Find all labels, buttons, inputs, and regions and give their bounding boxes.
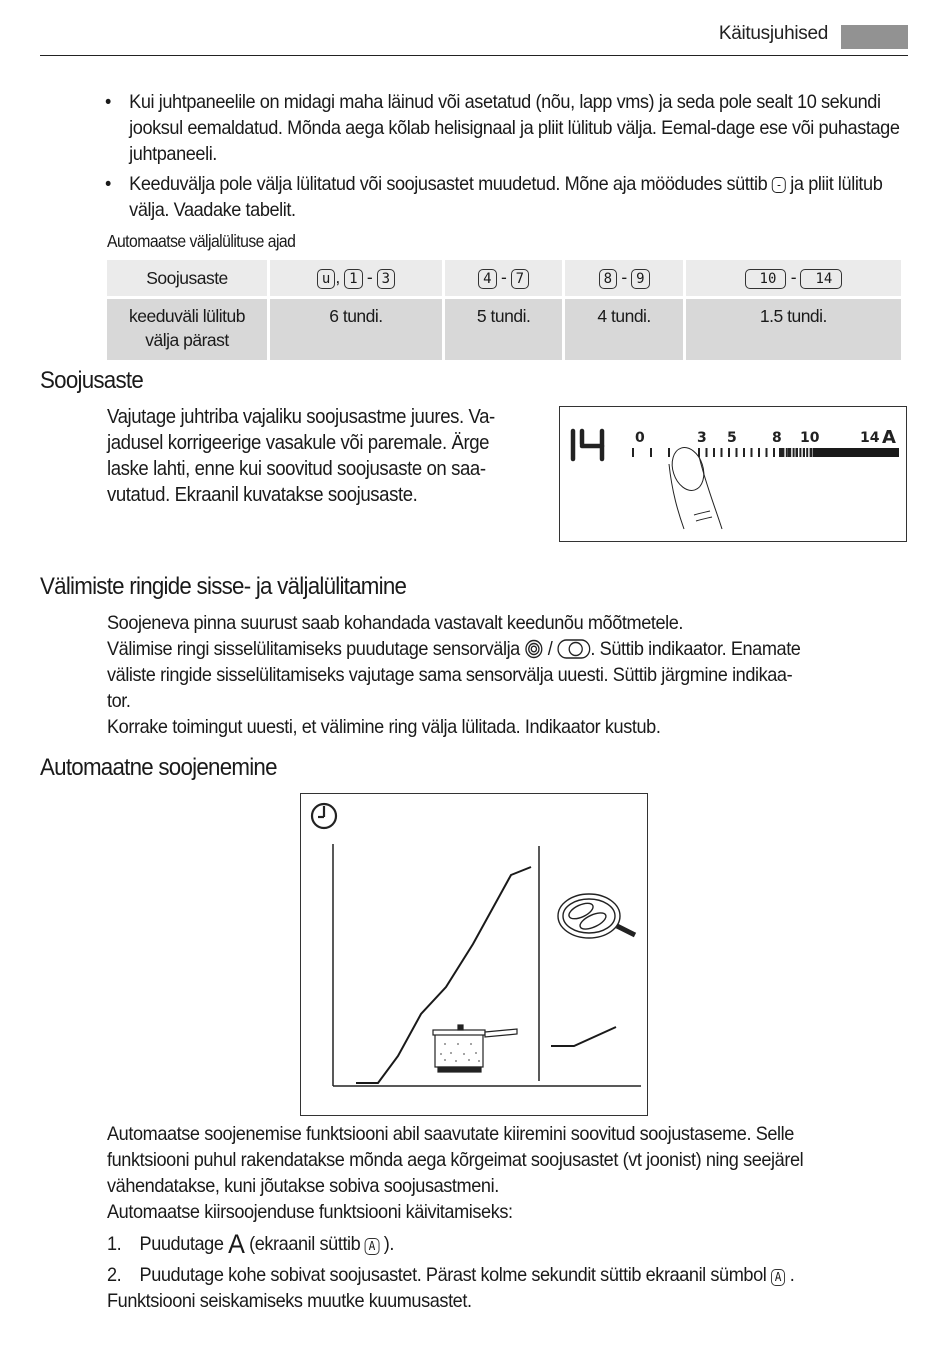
slider-track[interactable] <box>633 448 812 457</box>
table-cell: 4 tundi. <box>565 299 682 360</box>
step-item <box>107 1231 907 1257</box>
separator: , <box>335 267 340 287</box>
double-ring-icon[interactable] <box>524 639 543 659</box>
row-label: keeduväli lülitub <box>128 306 246 326</box>
segment-symbol: 4 <box>478 269 496 289</box>
bullet-text: ja pliit lülitub välja. Vaadake tabelit. <box>129 173 883 221</box>
separator: - <box>500 267 507 287</box>
section-heading: Automaatne soojenemine <box>40 754 277 781</box>
text-span: Puudutage kohe sobivat soojusastet. Pärast kolme sekundit süttib ekraanil sümbol <box>139 1264 767 1286</box>
text-span: Välimise ringi sisselülitamiseks puudutage sensorvälja <box>107 638 520 660</box>
oval-ring-icon[interactable] <box>557 639 590 659</box>
text-span: . <box>789 1264 795 1286</box>
slider-svg <box>560 407 906 541</box>
scale-label-0: 0 <box>635 430 645 446</box>
auto-paragraph <box>107 1121 907 1225</box>
text-line: vähendatakse, kuni jõutakse sobiva soojusastmeni. <box>107 1175 499 1197</box>
auto-off-table <box>104 260 904 360</box>
text-span: (ekraanil süttib <box>249 1233 361 1255</box>
segment-symbol: 3 <box>377 269 395 289</box>
segment-symbol: u <box>317 269 335 289</box>
text-span: Puudutage <box>139 1233 224 1255</box>
frying-pan-icon <box>558 894 635 938</box>
segment-symbol: 9 <box>631 269 649 289</box>
table-cell <box>565 260 682 299</box>
section-heading: Välimiste ringide sisse- ja väljalülitamine <box>40 573 407 600</box>
text-line: funktsiooni puhul rakendatakse mõnda aega kõrgeimat soojusastet (vt joonist) ning seejärel <box>107 1149 804 1171</box>
bullet-item <box>105 171 905 223</box>
page-header <box>40 0 908 56</box>
text-line: tor. <box>107 690 131 712</box>
table-cell: 1.5 tundi. <box>686 299 901 360</box>
scale-label-8: 8 <box>772 430 782 446</box>
heat-curve-hold <box>551 1027 616 1046</box>
rings-paragraph <box>107 610 907 740</box>
scale-label-10: 10 <box>800 430 820 446</box>
row-label: välja pärast <box>145 330 229 350</box>
separator: - <box>621 267 627 287</box>
header-title: Käitusjuhised <box>718 23 828 44</box>
scale-label-5: 5 <box>727 430 737 446</box>
table-header-cell <box>107 299 267 360</box>
step-number: 1. <box>107 1233 122 1255</box>
graph-svg <box>301 794 647 1115</box>
bullet-item <box>105 89 905 167</box>
heatup-graph <box>300 793 648 1116</box>
warning-bullets <box>105 89 905 227</box>
text-line: laske lahti, enne kui soovitud soojusaste on saa- <box>107 458 486 480</box>
bullet-text: Kui juhtpaneelile on midagi maha läinud või asetatud (nõu, lapp vms) ja seda pole sealt 10 sekundi jooksul eemaldatud. Mõnda aega kõlab helisignaal ja pliit lülitub välja. Eemal-dage ese või puhastage juhtpaneeli. <box>129 91 900 165</box>
display-digits <box>573 431 602 459</box>
text-line: Vajutage juhtriba vajaliku soojusastme juures. Va- <box>107 406 495 428</box>
table-cell <box>445 260 562 299</box>
clock-icon <box>312 804 336 828</box>
text-span: ). <box>383 1233 394 1255</box>
separator: - <box>366 267 373 287</box>
segment-symbol: 8 <box>599 269 617 289</box>
text-line: jadusel korrigeerige vasakule või paremale. Ärge <box>107 432 490 454</box>
text-line: vutatud. Ekraanil kuvatakse soojusaste. <box>107 484 418 506</box>
step-number: 2. <box>107 1264 122 1286</box>
auto-key-icon[interactable]: A <box>228 1229 245 1259</box>
text-line <box>107 636 907 662</box>
bullet-text: Keeduvälja pole välja lülitatud või soojusastet muudetud. Mõne aja möödudes süttib <box>129 173 768 195</box>
text-line: Funktsiooni seiskamiseks muutke kuumusastet. <box>107 1290 472 1312</box>
dash-symbol-icon: - <box>772 177 786 193</box>
step-item <box>107 1262 907 1288</box>
segment-symbol: 10 <box>745 269 787 289</box>
table-cell: 6 tundi. <box>270 299 442 360</box>
table-cell: 5 tundi. <box>445 299 562 360</box>
segment-symbol: 1 <box>344 269 362 289</box>
graph-axes <box>333 844 641 1086</box>
text-line: Soojeneva pinna suurust saab kohandada vastavalt keedunõu mõõtmetele. <box>107 612 684 634</box>
bullet-dot: • <box>105 173 111 195</box>
steps-list <box>107 1231 907 1314</box>
table-row <box>107 260 901 299</box>
auto-display-symbol: A <box>771 1269 785 1286</box>
scale-label-3: 3 <box>697 430 707 446</box>
section-heading: Soojusaste <box>40 367 143 394</box>
table-title: Automaatse väljalülituse ajad <box>107 231 296 251</box>
slider-filled-bar[interactable] <box>813 448 899 457</box>
row-label: Soojusaste <box>146 267 228 288</box>
text-line: väliste ringide sisselülitamiseks vajutage sama sensorvälja uuesti. Süttib järgmine indikaa- <box>107 664 793 686</box>
scale-label-14: 14 <box>860 430 880 446</box>
separator: - <box>790 267 797 287</box>
text-line: Korrake toimingut uuesti, et välimine ring välja lülitada. Indikaator kustub. <box>107 716 661 738</box>
scale-labels <box>635 427 896 448</box>
text-span: . Süttib indikaator. Enamate <box>590 638 801 660</box>
heat-paragraph <box>107 404 544 508</box>
segment-symbol: 14 <box>800 269 842 289</box>
bullet-dot: • <box>105 91 111 113</box>
text-span: / <box>547 638 553 660</box>
table-row <box>107 299 901 360</box>
pot-icon <box>433 1025 517 1072</box>
table-cell <box>270 260 442 299</box>
auto-display-symbol: A <box>365 1238 379 1255</box>
slider-illustration <box>559 406 907 542</box>
text-line: Automaatse kiirsoojenduse funktsiooni käivitamiseks: <box>107 1201 513 1223</box>
header-tab-marker <box>841 25 908 49</box>
text-line: Automaatse soojenemise funktsiooni abil saavutate kiiremini soovitud soojustaseme. Selle <box>107 1123 794 1145</box>
table-header-cell <box>107 260 267 299</box>
segment-symbol: 7 <box>511 269 529 289</box>
scale-label-auto: A <box>882 427 896 448</box>
table-cell <box>686 260 901 299</box>
